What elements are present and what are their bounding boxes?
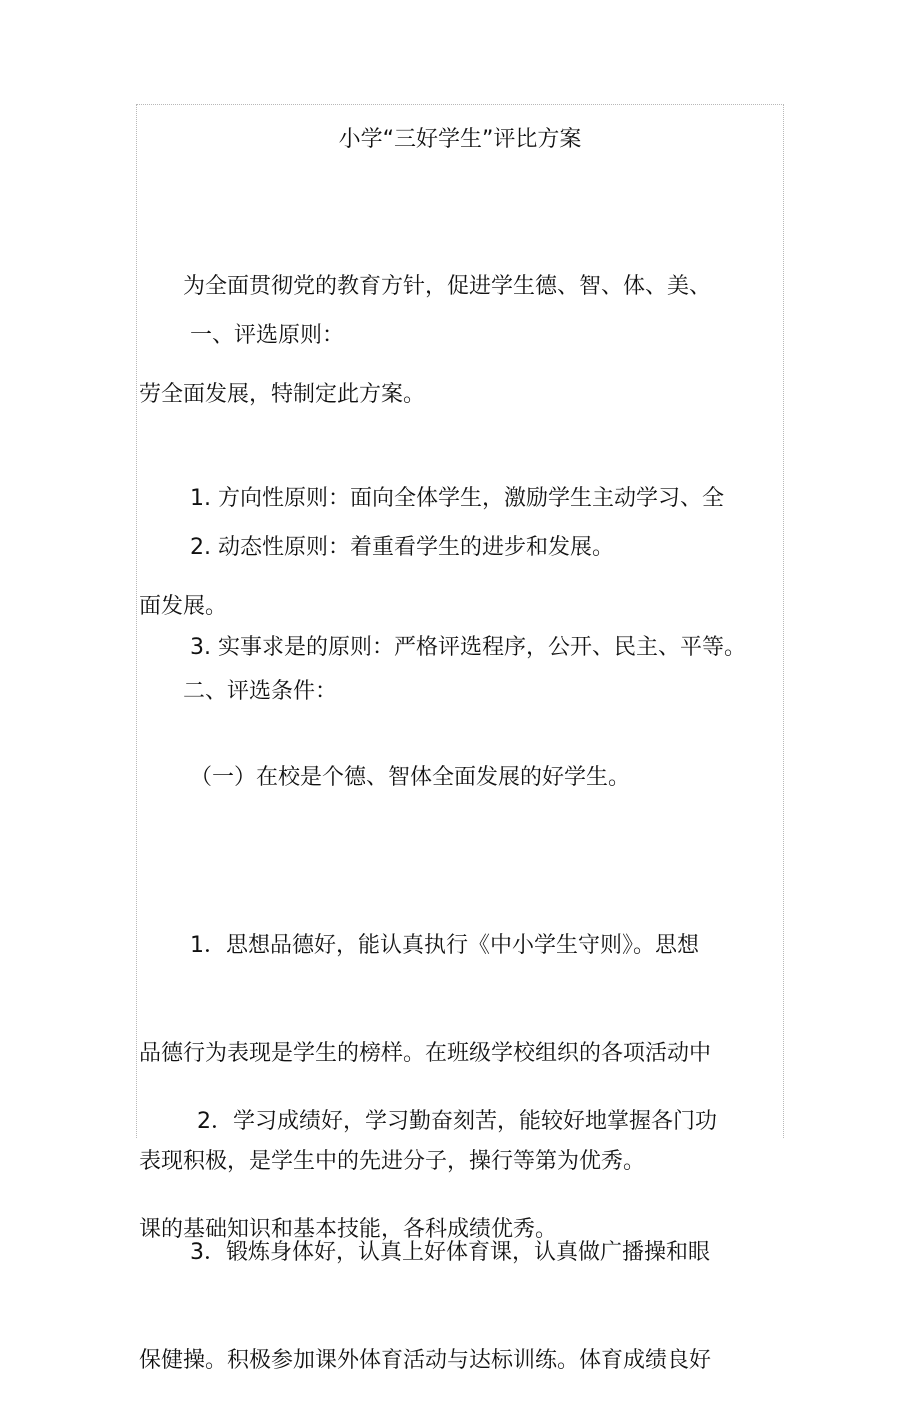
subsection-heading-1: （一）在校是个德、智体全面发展的好学生。 [139,765,630,790]
principle-item-1-line-1: 1. 方向性原则：面向全体学生，激励学生主动学习、全 [139,486,724,511]
section-heading-principles: 一、评选原则： [139,323,344,348]
intro-line-1: 为全面贯彻党的教育方针，促进学生德、智、体、美、 [139,274,712,299]
section-heading-conditions: 二、评选条件： [139,679,338,704]
page-frame-left-border [136,104,137,1138]
document-title: 小学“三好学生”评比方案 [338,127,582,152]
intro-line-2: 劳全面发展，特制定此方案。 [139,382,426,407]
condition-item-3-line-2: 保健操。积极参加课外体育活动与达标训练。体育成绩良好 [139,1348,712,1373]
principle-item-2: 2. 动态性原则：着重看学生的进步和发展。 [139,535,614,560]
condition-item-1-line-3: 表现积极，是学生中的先进分子，操行等第为优秀。 [139,1149,646,1174]
condition-item-2-line-2: 课的基础知识和基本技能，各科成绩优秀。 [139,1217,558,1242]
principle-item-1-line-2: 面发展。 [139,594,228,619]
condition-item-3 [139,1163,711,1415]
condition-item-3-line-1: 3．锻炼身体好，认真上好体育课，认真做广播操和眼 [139,1240,710,1265]
condition-item-1-line-1: 1．思想品德好，能认真执行《中小学生守则》。思想 [139,933,699,958]
principle-item-3: 3. 实事求是的原则：严格评选程序，公开、民主、平等。 [139,635,746,660]
page-frame-top-border [136,104,784,105]
page-frame-right-border [783,104,784,1138]
condition-item-1-line-2: 品德行为表现是学生的榜样。在班级学校组织的各项活动中 [139,1041,712,1066]
condition-item-2-line-1: 2．学习成绩好，学习勤奋刻苦，能较好地掌握各门功 [139,1109,717,1134]
